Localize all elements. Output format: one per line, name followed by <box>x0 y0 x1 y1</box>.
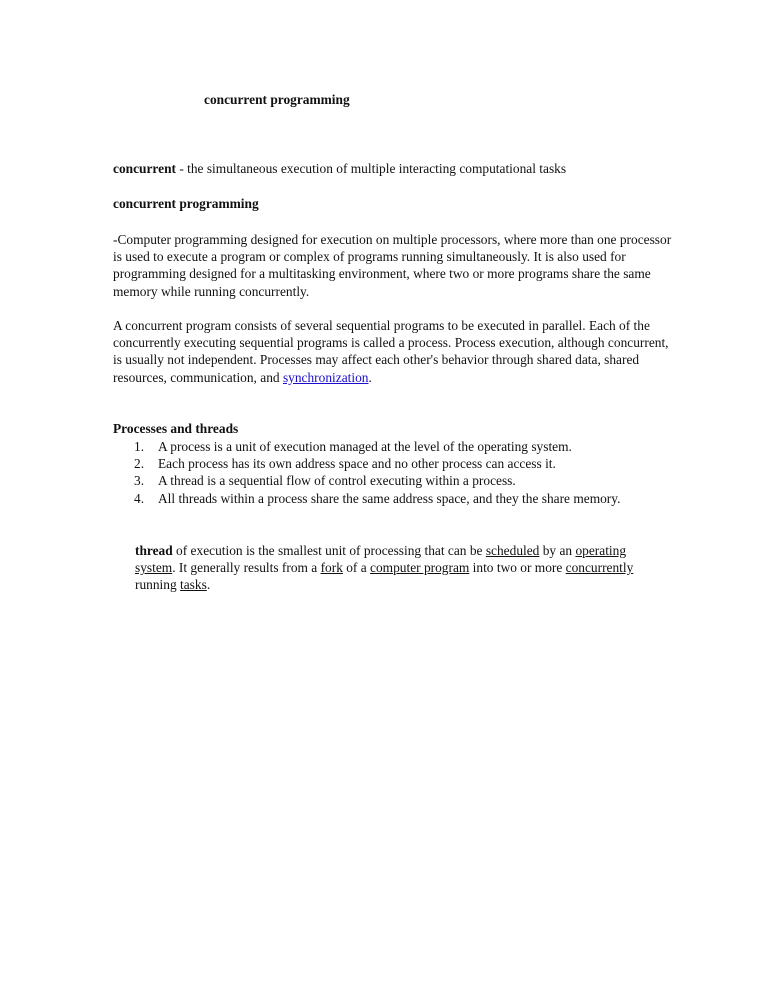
page-title: concurrent programming <box>204 92 350 107</box>
thread-text-2: by an <box>539 543 576 558</box>
programming-paragraph: -Computer programming designed for execution on multiple processors, where more than one processor is used to execute a program or complex of programs running simultaneously. It is also used for programming designed for a multitasking environment, where two or more programs share the same memory while running concurrently. <box>113 232 672 299</box>
operating-system-link[interactable]: operating system <box>135 543 627 576</box>
list-item-number: 4. <box>134 490 145 506</box>
list-item <box>134 472 664 489</box>
fork-link[interactable]: fork <box>320 560 343 576</box>
thread-text-5: into two or more <box>469 560 566 576</box>
thread-term: thread <box>135 543 173 558</box>
process-paragraph <box>113 317 673 386</box>
thread-text-1: of execution is the smallest unit of processing that can be <box>172 543 486 558</box>
list-item-text: A thread is a sequential flow of control executing within a process. <box>158 473 516 489</box>
definition-paragraph <box>113 160 673 177</box>
list-item-text: All threads within a process share the same address space, and they the share memory. <box>158 490 621 506</box>
computer-program-link[interactable]: computer program <box>370 560 470 576</box>
list-item-text: Each process has its own address space and no other process can access it. <box>158 456 556 472</box>
tasks-link[interactable]: tasks <box>180 577 207 593</box>
list-item <box>134 490 664 507</box>
list-item-number: 1. <box>134 439 145 454</box>
list-item <box>134 438 664 455</box>
definition-term: concurrent <box>113 161 176 176</box>
thread-text-6: running <box>135 577 181 593</box>
section-heading-programming: concurrent programming <box>113 196 259 211</box>
scheduled-link[interactable]: scheduled <box>485 543 540 558</box>
processes-list <box>134 438 664 507</box>
synchronization-link[interactable]: synchronization <box>282 369 369 385</box>
processes-threads-heading: Processes and threads <box>113 421 239 436</box>
concurrently-link[interactable]: concurrently <box>565 560 634 576</box>
thread-paragraph <box>135 542 655 594</box>
list-item <box>134 455 664 472</box>
list-item-number: 2. <box>134 456 145 472</box>
thread-text-7: . <box>206 577 211 593</box>
list-item-text: A process is a unit of execution managed at the level of the operating system. <box>158 439 572 454</box>
process-paragraph-text: A concurrent program consists of several sequential programs to be executed in parallel. Each of the concurrently executing sequential programs is called a process. Process execution, although concurrent, is usually not independent. Processes may affect each other's behavior through shared data, shared resources, communication, and <box>113 318 669 385</box>
thread-text-3: . It generally results from a <box>172 560 321 576</box>
process-paragraph-end: . <box>368 369 372 385</box>
thread-text-4: of a <box>342 560 371 576</box>
definition-text: - the simultaneous execution of multiple interacting computational tasks <box>175 161 567 176</box>
list-item-number: 3. <box>134 473 145 489</box>
